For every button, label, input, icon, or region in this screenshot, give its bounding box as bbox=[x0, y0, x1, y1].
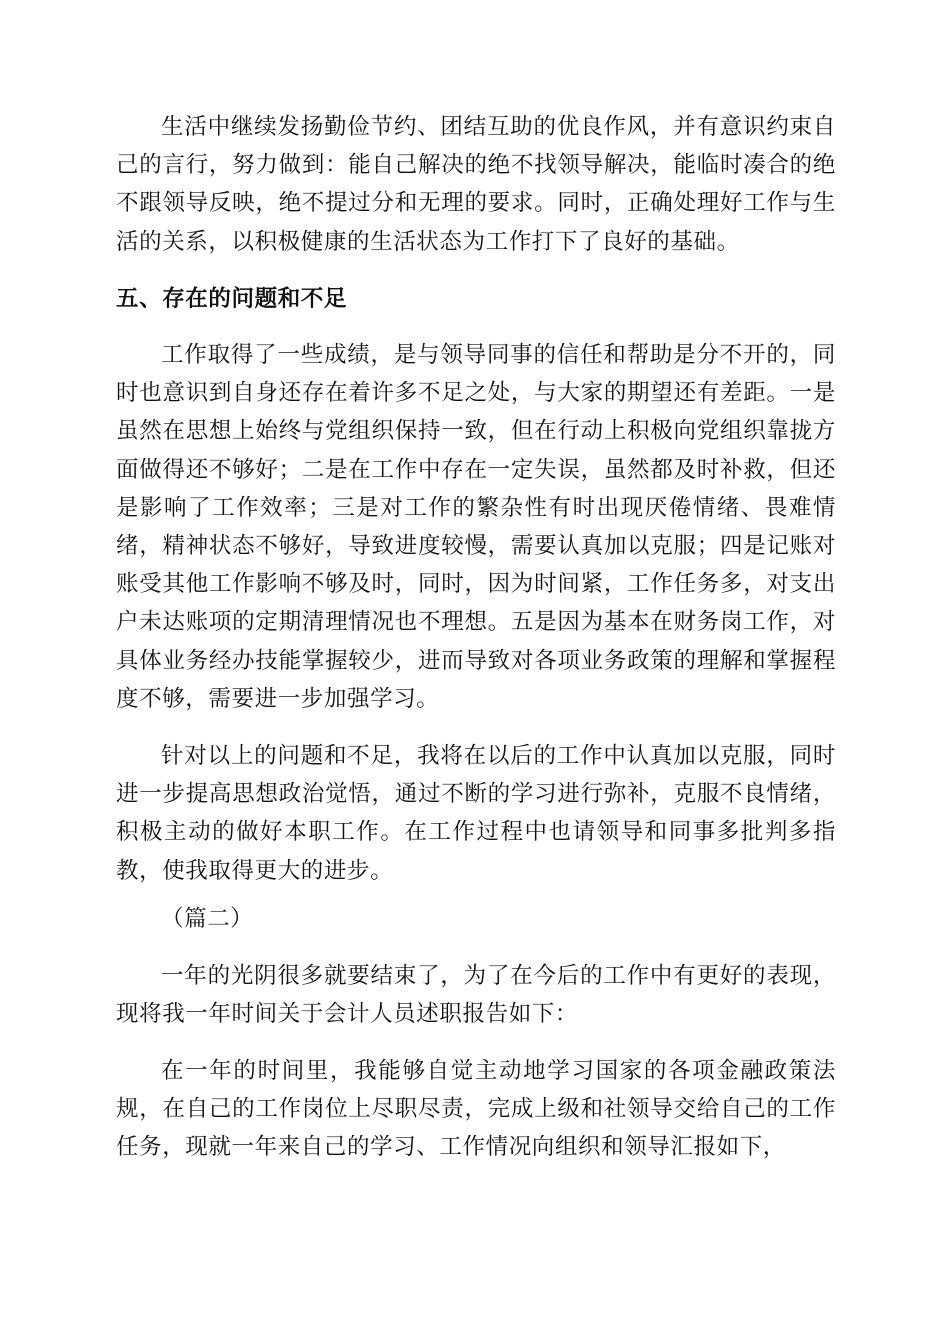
part-label: （篇二） bbox=[161, 906, 254, 932]
paragraph-intro: 一年的光阴很多就要结束了，为了在今后的工作中有更好的表现，现将我一年时间关于会计人员述职报告如下： bbox=[116, 963, 836, 1028]
paragraph-shortcomings: 工作取得了一些成绩，是与领导同事的信任和帮助是分不开的，同时也意识到自身还存在着许多不足之处，与大家的期望还有差距。一是虽然在思想上始终与党组织保持一致，但在行动上积极向党组织靠拢方面做得还不够好；二是在工作中存在一定失误，虽然都及时补救，但还是影响了工作效率；三是对工作的繁杂性有时出现厌倦情绪、畏难情绪，精神状态不够好，导致进度较慢，需要认真加以克服；四是记账对账受其他工作影响不够及时，同时，因为时间紧，工作任务多，对支出户未达账项的定期清理情况也不理想。五是因为基本在财务岗工作，对具体业务经办技能掌握较少，进而导致对各项业务政策的理解和掌握程度不够，需要进一步加强学习。 bbox=[116, 342, 836, 712]
paragraph-improvement: 针对以上的问题和不足，我将在以后的工作中认真加以克服，同时进一步提高思想政治觉悟，通过不断的学习进行弥补，克服不良情绪，积极主动的做好本职工作。在工作过程中也请领导和同事多批判多指教，使我取得更大的进步。 bbox=[116, 743, 836, 884]
paragraph-summary: 在一年的时间里，我能够自觉主动地学习国家的各项金融政策法规，在自己的工作岗位上尽职尽责，完成上级和社领导交给自己的工作任务，现就一年来自己的学习、工作情况向组织和领导汇报如下， bbox=[116, 1058, 836, 1161]
paragraph-lifestyle: 生活中继续发扬勤俭节约、团结互助的优良作风，并有意识约束自己的言行，努力做到：能自己解决的绝不找领导解决，能临时凑合的绝不跟领导反映，绝不提过分和无理的要求。同时，正确处理好工作与生活的关系，以积极健康的生活状态为工作打下了良好的基础。 bbox=[116, 114, 836, 255]
section-heading-problems: 五、存在的问题和不足 bbox=[116, 286, 348, 312]
